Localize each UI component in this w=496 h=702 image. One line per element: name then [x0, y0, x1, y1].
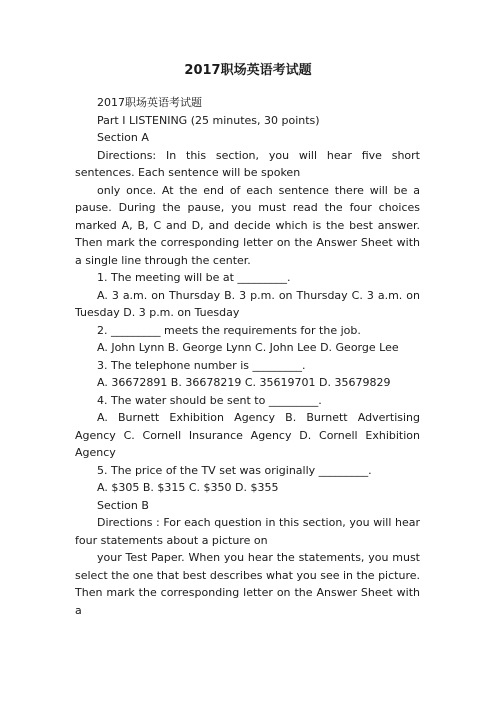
document-title: 2017职场英语考试题: [184, 63, 312, 78]
paragraph: your Test Paper. When you hear the statements, you must select the one that best describes what you see in the picture. Then mark the corresponding letter on the Answer Sheet with a: [75, 551, 420, 617]
paragraph: 2. _________ meets the requirements for the job.: [97, 323, 361, 337]
paragraph: 2017职场英语考试题: [97, 96, 202, 109]
paragraph: Part I LISTENING (25 minutes, 30 points): [97, 113, 320, 127]
paragraph: A. 3 a.m. on Thursday B. 3 p.m. on Thursday C. 3 a.m. on Tuesday D. 3 p.m. on Tuesday: [75, 288, 420, 319]
paragraph: Directions : For each question in this section, you will hear four statements about a picture on: [75, 516, 420, 547]
paragraph: Section B: [97, 498, 149, 512]
paragraph: A. 36672891 B. 36678219 C. 35619701 D. 35679829: [97, 376, 391, 389]
paragraph: only once. At the end of each sentence there will be a pause. During the pause, you must read the four choices marked A, B, C and D, and decide which is the best answer. Then mark the corresponding letter on the Answer Sheet with a single line through the center.: [75, 183, 420, 267]
paragraph: 3. The telephone number is _________.: [97, 358, 306, 372]
paragraph: 5. The price of the TV set was originally _________.: [97, 463, 372, 477]
paragraph: Directions: In this section, you will hear five short sentences. Each sentence will be spoken: [75, 148, 420, 179]
paragraph: A. Burnett Exhibition Agency B. Burnett Advertising Agency C. Cornell Insurance Agency D. Cornell Exhibition Agency: [75, 411, 420, 459]
document-body: [75, 94, 420, 619]
paragraph: 1. The meeting will be at _________.: [97, 271, 291, 284]
paragraph: A. John Lynn B. George Lynn C. John Lee D. George Lee: [97, 341, 399, 354]
paragraph: Section A: [97, 131, 149, 144]
paragraph: 4. The water should be sent to _________.: [97, 393, 322, 407]
paragraph: A. $305 B. $315 C. $350 D. $355: [97, 481, 279, 494]
